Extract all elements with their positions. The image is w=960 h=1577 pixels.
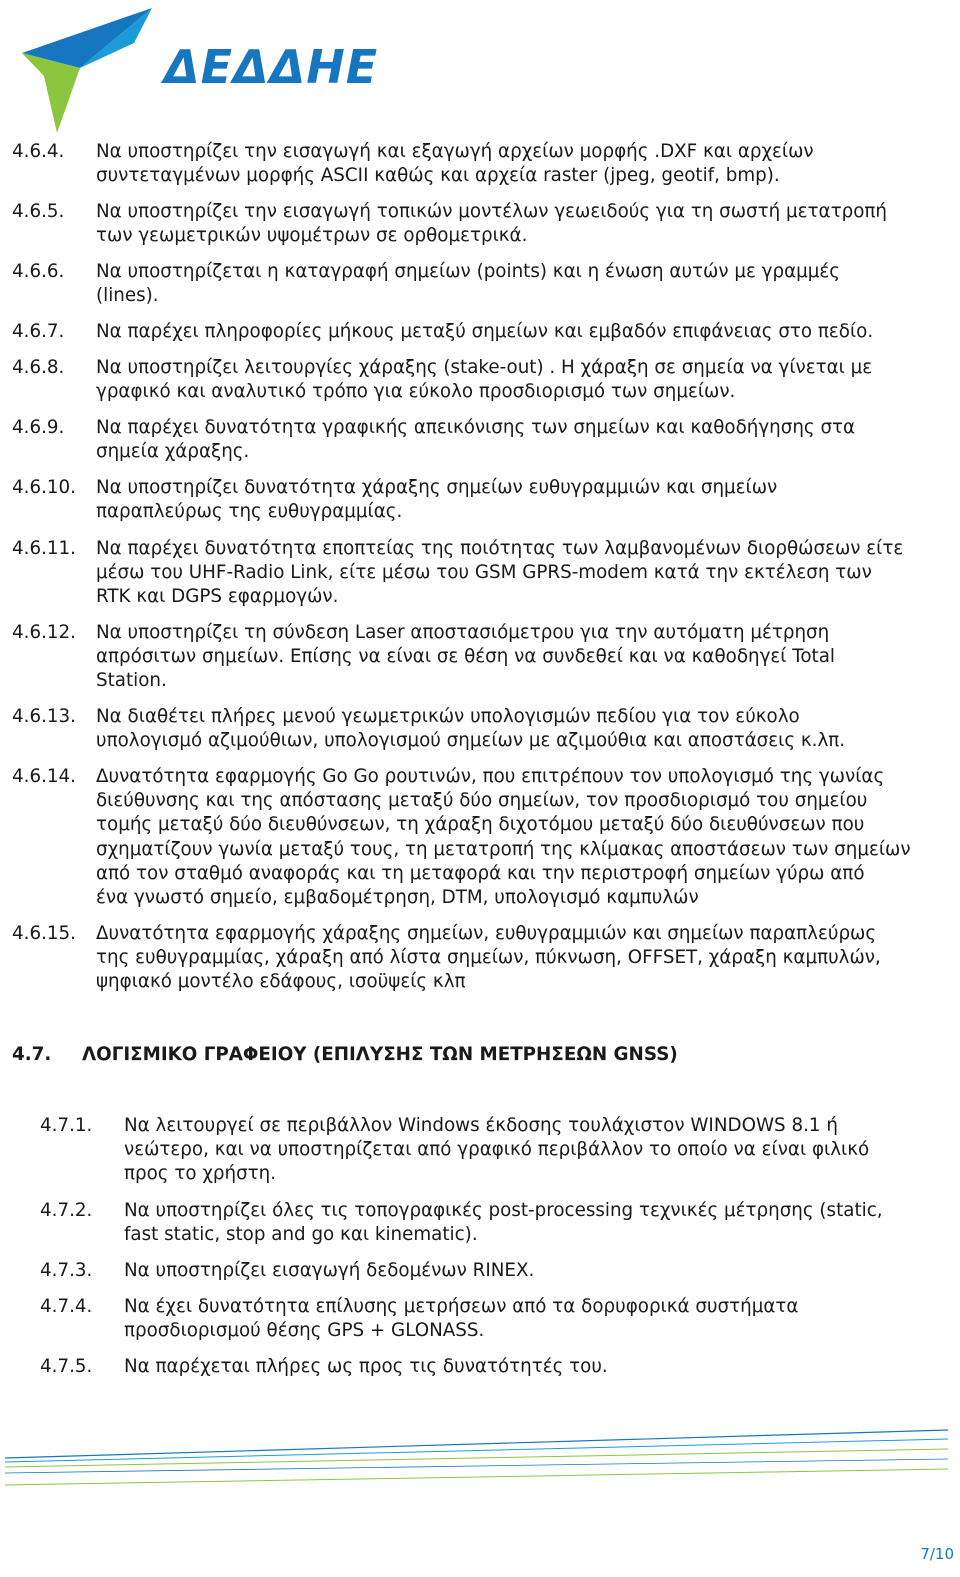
item-text-line: fast static, stop and go και kinematic). <box>124 1224 478 1246</box>
item-number: 4.6.10. <box>12 477 76 498</box>
item-text-line: της ευθυγραμμίας, χάραξη από λίστα σημείων, πύκνωση, OFFSET, χάραξη καμπυλών, <box>96 947 881 969</box>
item-text-line: Να υποστηρίζει όλες τις τοπογραφικές post-processing τεχνικές μέτρησης (static, <box>124 1200 883 1221</box>
item-text-line: Να υποστηρίζει λειτουργίες χάραξης (stake-out) . Η χάραξη σε σημεία να γίνεται με <box>96 357 873 378</box>
item-number: 4.7.4. <box>40 1296 93 1317</box>
item-text-line: Δυνατότητα εφαρμογής Go Go ρουτινών, που επιτρέπουν τον υπολογισμό της γωνίας <box>96 766 885 787</box>
item-text-line: Station. <box>96 670 167 692</box>
item-text-line: μέσω του UHF-Radio Link, είτε μέσω του GSM GPRS-modem κατά την εκτέλεση των <box>96 562 872 584</box>
item-number: 4.6.8. <box>12 357 65 378</box>
item-text-line: Να υποστηρίζει τη σύνδεση Laser αποστασιόμετρου για την αυτόματη μέτρηση <box>96 622 830 643</box>
item-text-line: Να διαθέτει πλήρες μενού γεωμετρικών υπολογισμών πεδίου για τον εύκολο <box>96 706 800 727</box>
item-text-line: (lines). <box>96 285 159 307</box>
section-number: 4.7. <box>12 1044 52 1065</box>
item-text-line: παραπλεύρως της ευθυγραμμίας. <box>96 501 403 523</box>
item-text-line: Να υποστηρίζει εισαγωγή δεδομένων RINEX. <box>124 1260 535 1281</box>
item-text-line: Να παρέχει πληροφορίες μήκους μεταξύ σημείων και εμβαδόν επιφάνειας στο πεδίο. <box>96 321 874 342</box>
item-text-line: νεώτερο, και να υποστηρίζεται από γραφικό περιβάλλον το οποίο να είναι φιλικό <box>124 1139 870 1161</box>
item-text-line: Να έχει δυνατότητα επίλυσης μετρήσεων από τα δορυφορικά συστήματα <box>124 1296 799 1317</box>
item-number: 4.7.5. <box>40 1356 93 1377</box>
item-text-line: ψηφιακό μοντέλο εδάφους, ισοϋψείς κλπ <box>96 971 466 993</box>
item-text-line: Να υποστηρίζει δυνατότητα χάραξης σημείων ευθυγραμμιών και σημείων <box>96 477 778 498</box>
item-text <box>96 705 845 753</box>
item-text-line: Να παρέχει δυνατότητα εποπτείας της ποιότητας των λαμβανομένων διορθώσεων είτε <box>96 538 904 559</box>
item-text <box>96 140 814 188</box>
item-text <box>124 1295 798 1343</box>
logo-swoosh-icon <box>22 8 172 133</box>
item-text-line: απρόσιτων σημείων. Επίσης να είναι σε θέση να συνδεθεί και να καθοδηγεί Total <box>96 646 835 668</box>
item-text-line: από τον σταθμό αναφοράς και τη μεταφορά και την περιστροφή σημείων γύρω από <box>96 862 865 884</box>
item-number: 4.7.1. <box>40 1115 93 1136</box>
item-text <box>96 320 873 344</box>
item-text-line: Να υποστηρίζει την εισαγωγή τοπικών μοντέλων γεωειδούς για τη σωστή μετατροπή <box>96 201 887 222</box>
item-text-line: προς το χρήστη. <box>124 1163 277 1185</box>
item-text <box>96 200 887 248</box>
page-number: 7/10 <box>920 1545 954 1563</box>
item-text <box>96 922 881 995</box>
item-text <box>124 1199 883 1247</box>
item-text-line: διεύθυνσης και της απόστασης μεταξύ δύο σημείων, τον προσδιορισμό του σημείου <box>96 790 868 812</box>
item-text-line: σημεία χάραξης. <box>96 441 250 463</box>
item-text-line: των γεωμετρικών υψομέτρων σε ορθομετρικά. <box>96 225 528 247</box>
item-text <box>96 416 855 464</box>
item-text-line: Να παρέχει δυνατότητα γραφικής απεικόνισης των σημείων και καθοδήγησης στα <box>96 417 856 438</box>
item-text <box>96 476 777 524</box>
item-text-line: Δυνατότητα εφαρμογής χάραξης σημείων, ευθυγραμμιών και σημείων παραπλεύρως <box>96 923 877 944</box>
item-text <box>96 765 911 910</box>
item-text-line: σχηματίζουν γωνία μεταξύ τους, τη μετατροπή της κλίμακας αποστάσεων των σημείων <box>96 838 911 860</box>
item-text <box>96 621 835 694</box>
item-number: 4.6.14. <box>12 766 76 787</box>
item-number: 4.6.9. <box>12 417 65 438</box>
item-text-line: συντεταγμένων μορφής ASCII καθώς και αρχεία raster (jpeg, geotif, bmp). <box>96 165 780 187</box>
item-text-line: τομής μεταξύ δύο διευθύνσεων, τη χάραξη διχοτόμου μεταξύ δύο διευθύνσεων που <box>96 814 865 836</box>
item-number: 4.6.5. <box>12 201 65 222</box>
item-number: 4.6.4. <box>12 141 65 162</box>
item-text-line: RTK και DGPS εφαρμογών. <box>96 586 339 608</box>
item-number: 4.6.7. <box>12 321 65 342</box>
item-text <box>124 1355 608 1379</box>
item-number: 4.6.15. <box>12 923 76 944</box>
item-number: 4.6.13. <box>12 706 76 727</box>
item-number: 4.6.11. <box>12 538 76 559</box>
item-number: 4.6.6. <box>12 261 65 282</box>
item-text-line: προσδιορισμού θέσης GPS + GLONASS. <box>124 1320 485 1342</box>
item-number: 4.7.3. <box>40 1260 93 1281</box>
item-number: 4.6.12. <box>12 622 76 643</box>
item-text <box>96 260 840 308</box>
item-text-line: Να παρέχεται πλήρες ως προς τις δυνατότητές του. <box>124 1356 608 1377</box>
item-text <box>124 1114 869 1187</box>
footer-decorative-lines <box>0 1425 960 1495</box>
item-text-line: γραφικό και αναλυτικό τρόπο για εύκολο προσδιορισμό των σημείων. <box>96 381 736 403</box>
item-text-line: υπολογισμό αζιμούθιων, υπολογισμού σημείων με αζιμούθια και αποστάσεις κ.λπ. <box>96 730 846 752</box>
company-logo <box>22 8 379 133</box>
item-text-line: ένα γνωστό σημείο, εμβαδομέτρηση, DTM, υπολογισμό καμπυλών <box>96 887 699 909</box>
item-number: 4.7.2. <box>40 1200 93 1221</box>
item-text <box>124 1259 534 1283</box>
section-title: ΛΟΓΙΣΜΙΚΟ ΓΡΑΦΕΙΟΥ (ΕΠΙΛΥΣΗΣ ΤΩΝ ΜΕΤΡΗΣΕΩΝ GNSS) <box>82 1044 678 1065</box>
item-text-line: Να λειτουργεί σε περιβάλλον Windows έκδοσης τουλάχιστον WINDOWS 8.1 ή <box>124 1115 838 1136</box>
item-text <box>96 356 872 404</box>
item-text-line: Να υποστηρίζει την εισαγωγή και εξαγωγή αρχείων μορφής .DXF και αρχείων <box>96 141 814 162</box>
logo-text: ΔΕΔΔΗΕ <box>164 40 379 94</box>
item-text-line: Να υποστηρίζεται η καταγραφή σημείων (points) και η ένωση αυτών με γραμμές <box>96 261 841 282</box>
item-text <box>96 537 903 610</box>
